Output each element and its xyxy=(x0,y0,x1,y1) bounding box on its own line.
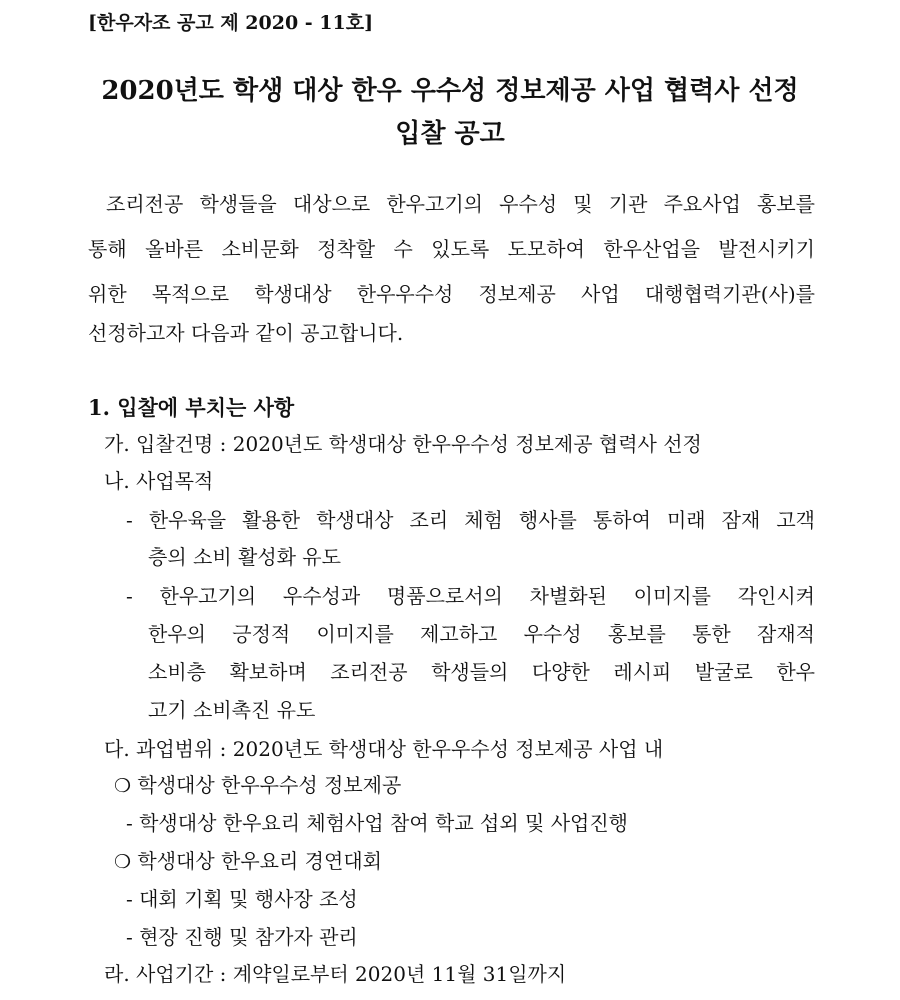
intro-line-1: 조리전공 학생들을 대상으로 한우고기의 우수성 및 기관 주요사업 홍보를 xyxy=(106,192,815,216)
item-purpose: 나. 사업목적 xyxy=(104,469,214,493)
scope-1-detail-1: - 학생대상 한우요리 체험사업 참여 학교 섭외 및 사업진행 xyxy=(126,811,628,835)
circle-bullet-icon: ❍ xyxy=(114,851,132,873)
purpose-2-line-2: 한우의 긍정적 이미지를 제고하고 우수성 홍보를 통한 잠재적 xyxy=(148,622,815,646)
item-bid-name: 가. 입찰건명 : 2020년도 학생대상 한우우수성 정보제공 협력사 선정 xyxy=(104,432,702,456)
purpose-2-line-3: 소비층 확보하며 조리전공 학생들의 다양한 레시피 발굴로 한우 xyxy=(148,660,815,684)
item-scope: 다. 과업범위 : 2020년도 학생대상 한우우수성 정보제공 사업 내 xyxy=(104,737,664,761)
intro-line-4: 선정하고자 다음과 같이 공고합니다. xyxy=(88,321,404,345)
intro-line-3: 위한 목적으로 학생대상 한우우수성 정보제공 사업 대행협력기관(사)를 xyxy=(88,282,815,306)
scope-1-title xyxy=(114,772,401,799)
purpose-1-line-1: - 한우육을 활용한 학생대상 조리 체험 행사를 통하여 미래 잠재 고객 xyxy=(126,508,815,532)
section-heading: 1. 입찰에 부치는 사항 xyxy=(88,395,295,420)
purpose-2-line-1: - 한우고기의 우수성과 명품으로서의 차별화된 이미지를 각인시켜 xyxy=(126,584,815,608)
page-title-line-1: 2020년도 학생 대상 한우 우수성 정보제공 사업 협력사 선정 xyxy=(101,76,799,106)
scope-2-detail-1: - 대회 기획 및 행사장 조성 xyxy=(126,887,358,911)
notice-number: [한우자조 공고 제 2020 - 11호] xyxy=(88,12,374,34)
page-title-line-2: 입찰 공고 xyxy=(395,119,505,149)
circle-bullet-icon: ❍ xyxy=(114,775,132,797)
purpose-1-line-2: 층의 소비 활성화 유도 xyxy=(148,545,341,569)
purpose-2-line-4: 고기 소비촉진 유도 xyxy=(148,698,316,722)
intro-line-2: 통해 올바른 소비문화 정착할 수 있도록 도모하여 한우산업을 발전시키기 xyxy=(88,237,815,261)
scope-2-title-text: 학생대상 한우요리 경연대회 xyxy=(137,849,382,873)
item-period: 라. 사업기간 : 계약일로부터 2020년 11월 31일까지 xyxy=(104,962,567,986)
scope-2-detail-2: - 현장 진행 및 참가자 관리 xyxy=(126,925,358,949)
scope-2-title xyxy=(114,848,382,875)
scope-1-title-text: 학생대상 한우우수성 정보제공 xyxy=(137,773,402,797)
